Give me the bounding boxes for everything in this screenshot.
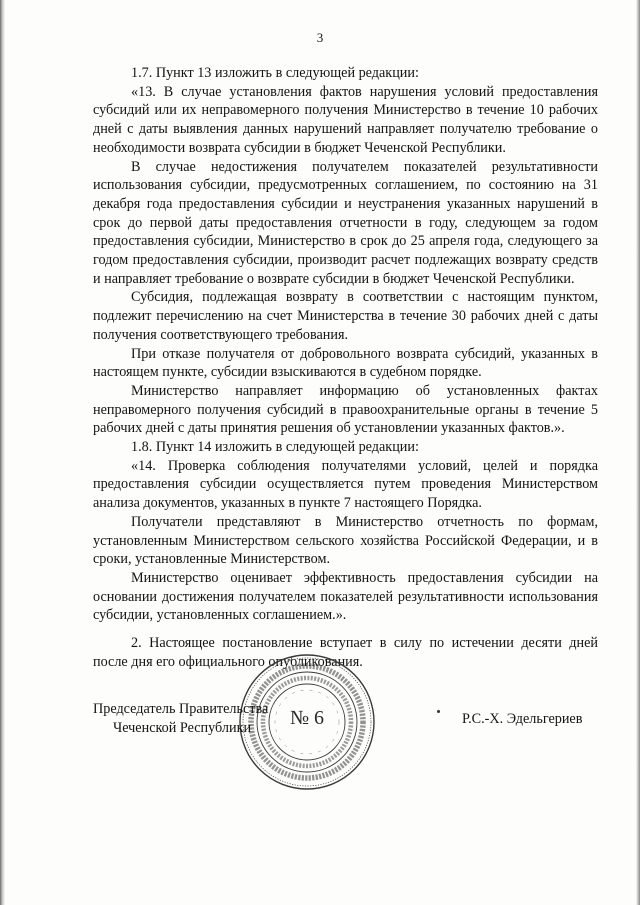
seal-number: № 6 [289, 707, 325, 729]
page-number: 3 [316, 30, 324, 45]
paragraph-13-shortfall: В случае недостижения получателем показателей результативности использования субсидии, предусмотренных соглашением, по состоянию на 31 декабря года предоставления субсидии и неустранения указанных нарушений в срок до первой даты предоставления отчетности в году, следующем за годом предоставления субсидии, Министерство в срок до 25 апреля года, следующего за годом предоставления субсидии, производит расчет подлежащих возврату средств и направляет требование о возврате субсидии в бюджет Чеченской Республики. [93, 158, 598, 287]
signature-title-line-1: Председатель Правительства [93, 701, 269, 717]
paragraph-1-8: 1.8. Пункт 14 изложить в следующей редакции: [131, 439, 419, 456]
paragraph-13-refusal: При отказе получателя от добровольного возврата субсидий, указанных в настоящем пункте, субсидии взыскиваются в судебном порядке. [93, 345, 598, 381]
paragraph-1-7: 1.7. Пункт 13 изложить в следующей редакции: [131, 65, 419, 81]
document-body [93, 64, 598, 672]
ink-dot [437, 710, 440, 713]
signatory-name: Р.С.-Х. Эдельгериев [462, 711, 583, 727]
signature-title-line-2: Чеченской Республики [113, 719, 252, 736]
paragraph-13-law-enforcement: Министерство направляет информацию об установленных фактах неправомерного получения субсидий в правоохранительные органы в течение 5 рабочих дней с даты принятия решения об установлении указанных фактов.». [93, 382, 598, 437]
paragraph-14-reporting: Получатели представляют в Министерство отчетность по формам, установленным Министерством сельского хозяйства Российской Федерации, и в сроки, установленные Министерством. [93, 513, 598, 568]
scan-edge-left [0, 0, 5, 905]
scan-edge-right [636, 0, 640, 905]
paragraph-13-transfer: Субсидия, подлежащая возврату в соответствии с настоящим пунктом, подлежит перечислению на счет Министерства в течение 30 рабочих дней с даты получения соответствующего требования. [93, 289, 598, 343]
paragraph-14-intro: «14. Проверка соблюдения получателями условий, целей и порядка предоставления субсидии осуществляется путем проведения Министерством анализа документов, указанных в пункте 7 настоящего Порядка. [93, 457, 598, 512]
paragraph-14-efficiency: Министерство оценивает эффективность предоставления субсидии на основании достижения получателем показателей результативности использования субсидии, установленных соглашением.». [93, 569, 598, 624]
paragraph-13-intro: «13. В случае установления фактов нарушения условий предоставления субсидий или их неправомерного получения Министерство в течение 10 рабочих дней с даты выявления данных нарушений направляет получателю требование о необходимости возврата субсидии в бюджет Чеченской Республики. [93, 83, 598, 156]
signature-title [93, 700, 268, 737]
paragraph-2-effective-date: 2. Настоящее постановление вступает в силу по истечении десяти дней после дня его официального опубликования. [93, 635, 598, 670]
